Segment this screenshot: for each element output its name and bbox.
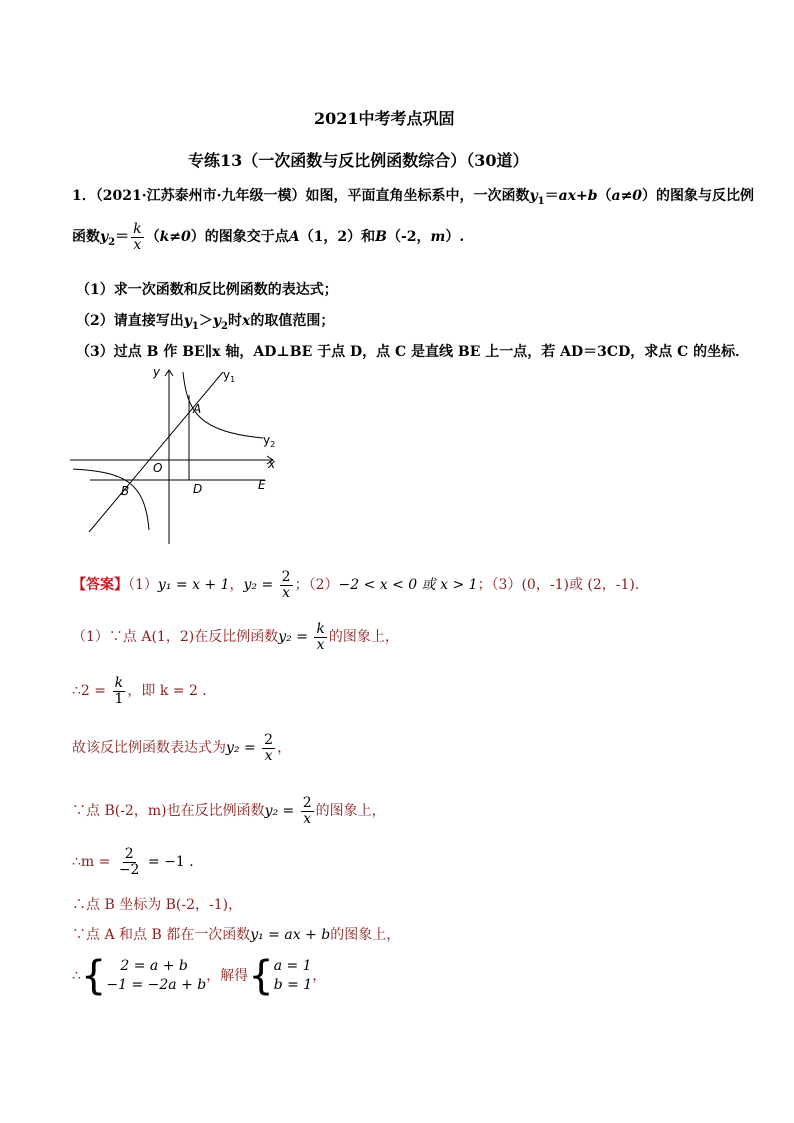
problem-line-1	[72, 185, 754, 207]
step-4-num: 2	[302, 795, 312, 811]
left-brace-2: {	[248, 953, 274, 999]
eq-sign: ＝	[544, 188, 559, 204]
step-1-den: x	[316, 636, 325, 653]
answer-part-1: （1）	[128, 577, 158, 594]
step-2-text-b: ，即 k = 2 .	[127, 683, 207, 700]
step-1-text-b: 的图象上，	[328, 629, 399, 646]
step-8-text-a: ∴	[72, 968, 81, 984]
step-1-text-a: （1）∵点 A(1，2)在反比例函数	[72, 629, 279, 646]
fig-label-y2	[263, 433, 275, 449]
point-a-label: A	[288, 229, 300, 246]
step-7-eq: y₁ = ax + b	[250, 927, 331, 943]
step-1-fraction	[314, 622, 326, 652]
answer-fraction-den: x	[282, 584, 291, 601]
q2-x: x	[241, 313, 251, 329]
a-nonzero: a≠0	[611, 188, 643, 204]
question-3: （3）过点 B 作 BE∥x 轴，AD⊥BE 于点 D，点 C 是直线 BE 上一点，若 AD＝3CD，求点 C 的坐标．	[76, 344, 750, 360]
solution-step-6: ∴点 B 坐标为 B(-2，-1)，	[72, 897, 243, 913]
step-5-num: 2	[124, 846, 134, 862]
fig-label-d: D	[193, 482, 203, 496]
m-symbol: m	[430, 229, 446, 246]
step-3-den: x	[264, 747, 273, 764]
fig-label-y1-main: y	[223, 368, 231, 382]
solution-step-2	[72, 676, 207, 706]
eq-sign-2: ＝	[115, 229, 130, 246]
q2-y1-sub: 1	[191, 320, 199, 332]
fig-label-x: x	[268, 457, 276, 471]
solution-step-1	[72, 622, 399, 652]
solution-step-5	[72, 847, 194, 877]
answer-part-2: ；（2）	[294, 577, 339, 594]
answer-eq-y1: y₁ = x + 1	[157, 577, 230, 594]
line-y1	[89, 372, 223, 532]
linear-expr: ax+b	[558, 188, 598, 204]
k-nonzero: k≠0	[159, 229, 191, 246]
left-brace-1: {	[80, 953, 107, 999]
answer-fraction-num: 2	[281, 569, 291, 585]
system-1-row-1: 2 = a + b	[120, 958, 188, 975]
step-3-fraction	[262, 733, 275, 763]
step-2-den: 1	[114, 690, 124, 707]
answer-line	[72, 570, 639, 600]
y2-symbol: y	[100, 229, 109, 246]
y1-symbol: y	[529, 188, 538, 204]
step-1-num: k	[316, 621, 325, 637]
step-5-text-b: = −1 .	[143, 854, 194, 871]
q2-y2: y	[212, 313, 221, 329]
answer-comma: ，	[229, 577, 244, 594]
question-1: （1）求一次函数和反比例函数的表达式；	[76, 282, 338, 298]
step-4-fraction	[301, 796, 314, 826]
fraction-denominator: x	[133, 236, 142, 253]
fig-label-origin: O	[153, 461, 163, 475]
problem-line-2-text-e: （-2，	[386, 229, 431, 246]
step-5-fraction	[117, 847, 142, 877]
fig-label-y2-main: y	[263, 433, 271, 447]
step-2-fraction	[112, 676, 125, 706]
step-3-num: 2	[264, 732, 274, 748]
fraction-numerator: k	[133, 221, 142, 237]
step-8-text-c: ，	[312, 968, 327, 984]
problem-line-1-text-d: ）的图象与反比例	[642, 188, 755, 204]
problem-line-2	[72, 222, 464, 252]
question-2-text-a: （2）请直接写出	[76, 313, 184, 329]
fig-label-a: A	[193, 402, 202, 416]
problem-line-2-text-d: （1，2）和	[299, 229, 376, 246]
point-b-label: B	[375, 229, 387, 246]
problem-line-2-text-a: 函数	[72, 229, 100, 246]
step-7-text-b: 的图象上，	[330, 927, 401, 943]
problem-line-2-text-c: ）的图象交于点	[190, 229, 289, 246]
hyperbola-branch-left	[73, 469, 149, 530]
answer-fraction	[280, 570, 293, 600]
q2-y1: y	[183, 313, 192, 329]
step-8-text-b: ，解得	[206, 968, 249, 984]
step-2-num: k	[114, 675, 124, 691]
step-1-y2: y₂ =	[278, 629, 313, 646]
step-5-text-a: ∴m =	[72, 854, 115, 871]
step-5-den: −2	[118, 861, 140, 878]
solution-step-3	[72, 733, 291, 763]
step-3-text-a: 故该反比例函数表达式为	[72, 740, 226, 757]
step-3-text-b: ，	[277, 740, 292, 757]
fig-label-y2-sub: 2	[270, 440, 276, 449]
system-2-row-2: b = 1	[273, 977, 313, 993]
step-4-den: x	[303, 810, 312, 827]
step-4-text-a: ∵点 B(-2，m)也在反比例函数	[72, 803, 265, 820]
system-1-row-2: −1 = −2a + b	[106, 977, 207, 993]
step-7-text-a: ∵点 A 和点 B 都在一次函数	[72, 927, 251, 943]
solution-step-7	[72, 924, 400, 944]
answer-range: −2 < x < 0 或 x > 1	[338, 577, 478, 594]
answer-tag: 【答案】	[72, 577, 128, 594]
problem-line-2-text-f: ）.	[445, 229, 465, 246]
step-3-y2: y₂ =	[226, 740, 261, 757]
paren-open-2: （	[145, 229, 160, 246]
fig-label-y1	[223, 368, 235, 384]
paren-open: （	[597, 188, 612, 204]
answer-y2: y₂ =	[243, 577, 278, 594]
step-4-text-b: 的图象上，	[315, 803, 386, 820]
fig-label-e: E	[258, 478, 266, 492]
page-title: 2021中考考点巩固	[314, 109, 455, 128]
q2-gt: ＞	[198, 313, 213, 329]
question-2-text-c: 的取值范围；	[250, 313, 335, 329]
answer-part-3: ；（3）(0，-1)或 (2，-1).	[477, 577, 640, 594]
fig-label-y1-sub: 1	[230, 375, 236, 384]
k-over-x-fraction	[131, 222, 143, 252]
question-2	[76, 310, 334, 332]
equation-system-1	[106, 957, 206, 995]
step-4-y2: y₂ =	[264, 803, 299, 820]
step-2-text-a: ∴2 =	[72, 683, 111, 700]
y2-sub: 2	[108, 236, 116, 248]
system-2-row-1: a = 1	[273, 958, 312, 975]
question-2-text-b: 时	[227, 313, 242, 329]
y1-sub: 1	[537, 195, 545, 207]
solution-step-8	[72, 953, 327, 999]
coordinate-figure	[65, 362, 285, 552]
fig-label-y: y	[153, 365, 161, 379]
problem-line-1-text-a: 1．（2021·江苏泰州市·九年级一模）如图，平面直角坐标系中，一次函数	[72, 188, 530, 204]
equation-system-2	[274, 957, 313, 995]
page-subtitle: 专练13（一次函数与反比例函数综合）（30道）	[188, 151, 529, 170]
fig-label-b: B	[121, 484, 130, 498]
solution-step-4	[72, 796, 386, 826]
q2-y2-sub: 2	[221, 320, 228, 332]
